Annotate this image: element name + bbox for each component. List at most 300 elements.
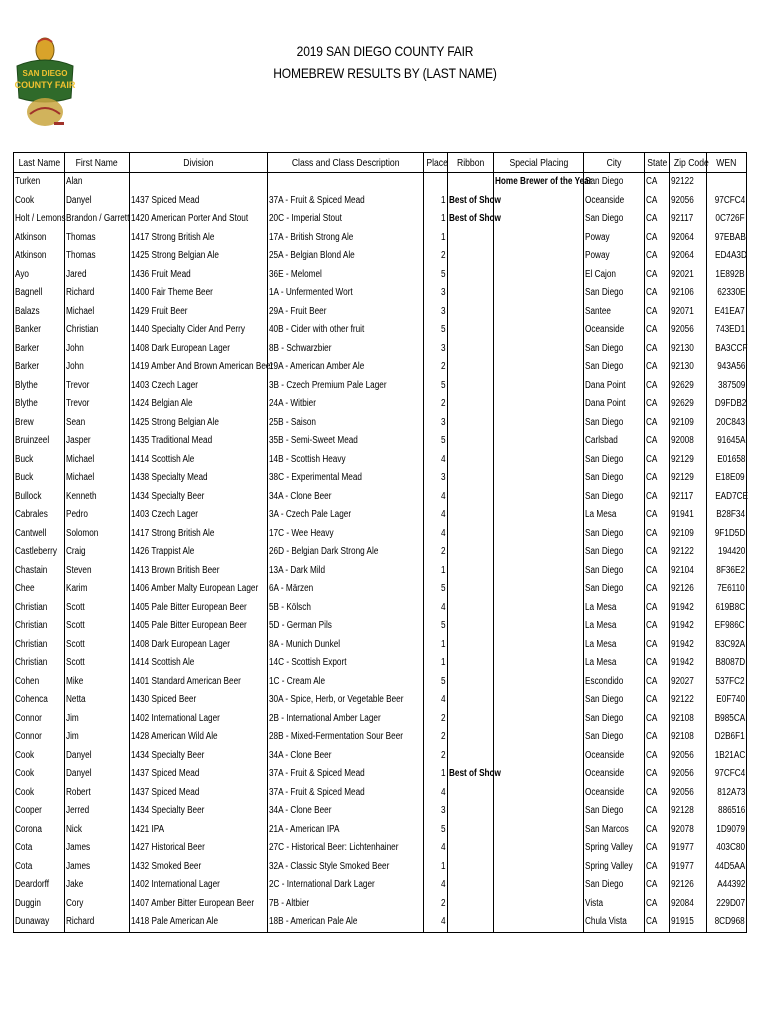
cell-wen: 44D5AA (707, 858, 747, 877)
table-row (14, 414, 747, 433)
cell-state: CA (645, 451, 670, 470)
cell-first-name: Thomas (65, 229, 130, 248)
cell-ribbon (448, 839, 494, 858)
cell-special-placing (494, 673, 584, 692)
cell-zip-code: 92056 (670, 747, 707, 766)
cell-wen: 1D9079 (707, 821, 747, 840)
cell-state: CA (645, 654, 670, 673)
table-row (14, 321, 747, 340)
cell-city: San Diego (584, 488, 645, 507)
table-row (14, 691, 747, 710)
cell-special-placing (494, 303, 584, 322)
cell-city: San Diego (584, 802, 645, 821)
table-row (14, 821, 747, 840)
cell-special-placing (494, 266, 584, 285)
cell-wen: 83C92A (707, 636, 747, 655)
cell-first-name: Netta (65, 691, 130, 710)
cell-city: Oceanside (584, 784, 645, 803)
cell-special-placing (494, 784, 584, 803)
table-row (14, 858, 747, 877)
cell-last-name: Holt / Lemons (14, 210, 65, 229)
cell-special-placing (494, 765, 584, 784)
cell-ribbon (448, 821, 494, 840)
cell-zip-code: 92129 (670, 451, 707, 470)
cell-wen: 403C80 (707, 839, 747, 858)
cell-class-description: 1C - Cream Ale (268, 673, 424, 692)
cell-place: 3 (424, 284, 448, 303)
cell-wen: 97CFC4 (707, 192, 747, 211)
cell-city: Escondido (584, 673, 645, 692)
table-row (14, 395, 747, 414)
cell-division: 1434 Specialty Beer (130, 747, 268, 766)
cell-division: 1405 Pale Bitter European Beer (130, 617, 268, 636)
cell-division: 1417 Strong British Ale (130, 525, 268, 544)
cell-city: Spring Valley (584, 858, 645, 877)
cell-class-description: 36E - Melomel (268, 266, 424, 285)
cell-state: CA (645, 895, 670, 914)
cell-place: 4 (424, 525, 448, 544)
cell-special-placing (494, 562, 584, 581)
cell-division: 1419 Amber And Brown American Beer (130, 358, 268, 377)
cell-division: 1401 Standard American Beer (130, 673, 268, 692)
cell-ribbon (448, 303, 494, 322)
cell-class-description: 20C - Imperial Stout (268, 210, 424, 229)
cell-class-description: 17C - Wee Heavy (268, 525, 424, 544)
cell-place: 4 (424, 451, 448, 470)
cell-zip-code: 92117 (670, 488, 707, 507)
cell-zip-code: 92130 (670, 358, 707, 377)
cell-state: CA (645, 710, 670, 729)
cell-first-name: James (65, 839, 130, 858)
cell-class-description: 32A - Classic Style Smoked Beer (268, 858, 424, 877)
cell-place: 1 (424, 229, 448, 248)
table-row (14, 469, 747, 488)
table-row (14, 636, 747, 655)
cell-class-description: 37A - Fruit & Spiced Mead (268, 784, 424, 803)
cell-state: CA (645, 543, 670, 562)
cell-city: Oceanside (584, 765, 645, 784)
cell-zip-code: 92126 (670, 580, 707, 599)
cell-wen (707, 173, 747, 192)
cell-division: 1426 Trappist Ale (130, 543, 268, 562)
cell-division: 1418 Pale American Ale (130, 913, 268, 932)
cell-class-description (268, 173, 424, 192)
cell-state: CA (645, 321, 670, 340)
cell-class-description: 27C - Historical Beer: Lichtenhainer (268, 839, 424, 858)
cell-last-name: Connor (14, 728, 65, 747)
cell-wen: B985CA (707, 710, 747, 729)
table-row (14, 895, 747, 914)
cell-first-name: Michael (65, 303, 130, 322)
cell-ribbon (448, 229, 494, 248)
cell-state: CA (645, 432, 670, 451)
cell-first-name: Jim (65, 710, 130, 729)
cell-ribbon (448, 673, 494, 692)
cell-wen: 943A56 (707, 358, 747, 377)
column-header: Place (424, 153, 448, 173)
cell-city: Dana Point (584, 395, 645, 414)
cell-last-name: Cooper (14, 802, 65, 821)
table-row (14, 562, 747, 581)
cell-last-name: Christian (14, 599, 65, 618)
cell-state: CA (645, 229, 670, 248)
cell-zip-code: 91942 (670, 654, 707, 673)
cell-wen: D2B6F1 (707, 728, 747, 747)
page-title: 2019 SAN DIEGO COUNTY FAIR (296, 43, 474, 59)
cell-last-name: Bullock (14, 488, 65, 507)
cell-place: 4 (424, 784, 448, 803)
table-header-row (14, 153, 747, 173)
cell-wen: 619B8C (707, 599, 747, 618)
cell-division: 1400 Fair Theme Beer (130, 284, 268, 303)
cell-class-description: 21A - American IPA (268, 821, 424, 840)
cell-city: San Diego (584, 358, 645, 377)
cell-division: 1425 Strong Belgian Ale (130, 247, 268, 266)
cell-zip-code: 91941 (670, 506, 707, 525)
cell-class-description: 13A - Dark Mild (268, 562, 424, 581)
cell-special-placing (494, 506, 584, 525)
cell-division (130, 173, 268, 192)
table-row (14, 229, 747, 248)
cell-last-name: Buck (14, 469, 65, 488)
cell-zip-code: 91915 (670, 913, 707, 932)
cell-zip-code: 92108 (670, 710, 707, 729)
cell-division: 1402 International Lager (130, 876, 268, 895)
cell-division: 1402 International Lager (130, 710, 268, 729)
cell-place: 2 (424, 247, 448, 266)
cell-zip-code: 92117 (670, 210, 707, 229)
column-header: First Name (65, 153, 130, 173)
cell-special-placing (494, 247, 584, 266)
cell-city: Oceanside (584, 321, 645, 340)
cell-last-name: Duggin (14, 895, 65, 914)
cell-wen: 1E892B (707, 266, 747, 285)
cell-place: 1 (424, 765, 448, 784)
cell-ribbon (448, 580, 494, 599)
cell-last-name: Christian (14, 636, 65, 655)
cell-class-description: 2C - International Dark Lager (268, 876, 424, 895)
cell-class-description: 40B - Cider with other fruit (268, 321, 424, 340)
table-row (14, 617, 747, 636)
cell-city: San Marcos (584, 821, 645, 840)
cell-ribbon (448, 469, 494, 488)
cell-city: San Diego (584, 284, 645, 303)
table-row (14, 710, 747, 729)
column-header: Division (130, 153, 268, 173)
cell-last-name: Cook (14, 765, 65, 784)
cell-city: San Diego (584, 173, 645, 192)
cell-last-name: Banker (14, 321, 65, 340)
cell-state: CA (645, 414, 670, 433)
cell-last-name: Buck (14, 451, 65, 470)
cell-state: CA (645, 562, 670, 581)
cell-division: 1434 Specialty Beer (130, 488, 268, 507)
cell-city: San Diego (584, 340, 645, 359)
table-row (14, 451, 747, 470)
cell-zip-code: 92056 (670, 192, 707, 211)
cell-place: 2 (424, 358, 448, 377)
cell-class-description: 24A - Witbier (268, 395, 424, 414)
cell-first-name: John (65, 358, 130, 377)
cell-division: 1413 Brown British Beer (130, 562, 268, 581)
cell-special-placing (494, 229, 584, 248)
cell-zip-code: 92130 (670, 340, 707, 359)
cell-special-placing (494, 728, 584, 747)
cell-place: 2 (424, 895, 448, 914)
cell-first-name: Pedro (65, 506, 130, 525)
cell-special-placing (494, 691, 584, 710)
cell-ribbon (448, 562, 494, 581)
cell-first-name: Danyel (65, 765, 130, 784)
cell-last-name: Cohenca (14, 691, 65, 710)
cell-special-placing (494, 525, 584, 544)
cell-last-name: Cook (14, 192, 65, 211)
cell-zip-code: 92064 (670, 247, 707, 266)
table-row (14, 266, 747, 285)
cell-special-placing (494, 580, 584, 599)
column-header: Last Name (14, 153, 65, 173)
cell-class-description: 35B - Semi-Sweet Mead (268, 432, 424, 451)
cell-special-placing (494, 321, 584, 340)
cell-division: 1437 Spiced Mead (130, 192, 268, 211)
cell-city: Dana Point (584, 377, 645, 396)
cell-city: La Mesa (584, 617, 645, 636)
cell-city: Poway (584, 247, 645, 266)
cell-last-name: Cabrales (14, 506, 65, 525)
cell-place: 1 (424, 636, 448, 655)
cell-place: 2 (424, 747, 448, 766)
cell-wen: 387509 (707, 377, 747, 396)
table-row (14, 765, 747, 784)
cell-ribbon (448, 395, 494, 414)
cell-first-name: Christian (65, 321, 130, 340)
cell-wen: E41EA7 (707, 303, 747, 322)
cell-first-name: Danyel (65, 747, 130, 766)
cell-last-name: Balazs (14, 303, 65, 322)
cell-state: CA (645, 691, 670, 710)
cell-zip-code: 91942 (670, 599, 707, 618)
cell-class-description: 19A - American Amber Ale (268, 358, 424, 377)
cell-ribbon (448, 173, 494, 192)
cell-city: San Diego (584, 710, 645, 729)
cell-class-description: 38C - Experimental Mead (268, 469, 424, 488)
cell-place: 4 (424, 876, 448, 895)
cell-class-description: 5D - German Pils (268, 617, 424, 636)
cell-first-name: Craig (65, 543, 130, 562)
cell-state: CA (645, 173, 670, 192)
cell-city: San Diego (584, 728, 645, 747)
cell-ribbon (448, 895, 494, 914)
table-row (14, 802, 747, 821)
cell-ribbon (448, 247, 494, 266)
cell-city: San Diego (584, 525, 645, 544)
cell-place: 3 (424, 469, 448, 488)
cell-division: 1414 Scottish Ale (130, 654, 268, 673)
cell-state: CA (645, 192, 670, 211)
cell-class-description: 1A - Unfermented Wort (268, 284, 424, 303)
cell-wen: 8CD968 (707, 913, 747, 932)
cell-last-name: Corona (14, 821, 65, 840)
cell-place: 1 (424, 562, 448, 581)
table-row (14, 747, 747, 766)
cell-first-name: Cory (65, 895, 130, 914)
cell-place: 5 (424, 432, 448, 451)
cell-first-name: Richard (65, 913, 130, 932)
cell-wen: 537FC2 (707, 673, 747, 692)
cell-division: 1421 IPA (130, 821, 268, 840)
cell-wen: B8087D (707, 654, 747, 673)
cell-ribbon (448, 802, 494, 821)
cell-zip-code: 92108 (670, 728, 707, 747)
cell-class-description: 14C - Scottish Export (268, 654, 424, 673)
cell-place: 4 (424, 839, 448, 858)
cell-state: CA (645, 858, 670, 877)
cell-state: CA (645, 266, 670, 285)
cell-special-placing (494, 377, 584, 396)
cell-last-name: Cota (14, 858, 65, 877)
cell-ribbon (448, 710, 494, 729)
column-header: WEN (707, 153, 747, 173)
column-header: Zip Code (670, 153, 707, 173)
cell-wen: 7E6110 (707, 580, 747, 599)
cell-state: CA (645, 765, 670, 784)
cell-ribbon (448, 599, 494, 618)
cell-zip-code: 92021 (670, 266, 707, 285)
cell-city: La Mesa (584, 506, 645, 525)
cell-zip-code: 92129 (670, 469, 707, 488)
cell-class-description: 2B - International Amber Lager (268, 710, 424, 729)
cell-class-description: 26D - Belgian Dark Strong Ale (268, 543, 424, 562)
cell-place: 1 (424, 210, 448, 229)
cell-special-placing (494, 469, 584, 488)
table-row (14, 358, 747, 377)
cell-division: 1437 Spiced Mead (130, 765, 268, 784)
cell-special-placing (494, 636, 584, 655)
table-row (14, 488, 747, 507)
cell-ribbon (448, 876, 494, 895)
cell-special-placing (494, 340, 584, 359)
cell-ribbon (448, 414, 494, 433)
cell-special-placing (494, 192, 584, 211)
cell-last-name: Bruinzeel (14, 432, 65, 451)
table-row (14, 580, 747, 599)
cell-place: 3 (424, 802, 448, 821)
cell-wen: 8F36E2 (707, 562, 747, 581)
cell-state: CA (645, 821, 670, 840)
cell-place: 2 (424, 395, 448, 414)
table-row (14, 173, 747, 192)
cell-class-description: 28B - Mixed-Fermentation Sour Beer (268, 728, 424, 747)
cell-special-placing (494, 839, 584, 858)
cell-special-placing (494, 654, 584, 673)
cell-special-placing (494, 913, 584, 932)
cell-city: San Diego (584, 580, 645, 599)
cell-city: Chula Vista (584, 913, 645, 932)
column-header: Special Placing (494, 153, 584, 173)
cell-last-name: Christian (14, 617, 65, 636)
cell-wen: 743ED1 (707, 321, 747, 340)
cell-place: 5 (424, 821, 448, 840)
cell-city: Spring Valley (584, 839, 645, 858)
table-row (14, 839, 747, 858)
cell-place: 4 (424, 691, 448, 710)
cell-class-description: 6A - Märzen (268, 580, 424, 599)
cell-city: San Diego (584, 691, 645, 710)
cell-class-description: 14B - Scottish Heavy (268, 451, 424, 470)
cell-place: 2 (424, 543, 448, 562)
cell-wen: 194420 (707, 543, 747, 562)
cell-special-placing (494, 358, 584, 377)
cell-special-placing (494, 802, 584, 821)
cell-division: 1408 Dark European Lager (130, 340, 268, 359)
cell-zip-code: 91942 (670, 636, 707, 655)
cell-wen: 1B21AC (707, 747, 747, 766)
cell-zip-code: 92056 (670, 765, 707, 784)
cell-wen: BA3CCF (707, 340, 747, 359)
cell-zip-code: 92109 (670, 414, 707, 433)
cell-first-name: Jasper (65, 432, 130, 451)
cell-last-name: Cook (14, 747, 65, 766)
cell-last-name: Castleberry (14, 543, 65, 562)
cell-first-name: Scott (65, 654, 130, 673)
cell-place (424, 173, 448, 192)
cell-division: 1438 Specialty Mead (130, 469, 268, 488)
cell-state: CA (645, 210, 670, 229)
table-row (14, 728, 747, 747)
cell-wen: 97EBAB (707, 229, 747, 248)
cell-place: 5 (424, 321, 448, 340)
cell-division: 1436 Fruit Mead (130, 266, 268, 285)
cell-place: 2 (424, 710, 448, 729)
cell-first-name: Michael (65, 451, 130, 470)
cell-first-name: Sean (65, 414, 130, 433)
cell-last-name: Cook (14, 784, 65, 803)
table-row (14, 506, 747, 525)
cell-state: CA (645, 728, 670, 747)
cell-ribbon (448, 488, 494, 507)
cell-state: CA (645, 395, 670, 414)
cell-place: 4 (424, 913, 448, 932)
column-header: City (584, 153, 645, 173)
cell-ribbon (448, 784, 494, 803)
cell-first-name: Jim (65, 728, 130, 747)
cell-first-name: Richard (65, 284, 130, 303)
cell-zip-code: 92104 (670, 562, 707, 581)
cell-class-description: 30A - Spice, Herb, or Vegetable Beer (268, 691, 424, 710)
cell-city: San Diego (584, 543, 645, 562)
cell-state: CA (645, 506, 670, 525)
cell-zip-code: 91942 (670, 617, 707, 636)
cell-ribbon (448, 266, 494, 285)
cell-city: Santee (584, 303, 645, 322)
cell-ribbon (448, 728, 494, 747)
cell-special-placing (494, 414, 584, 433)
cell-special-placing (494, 284, 584, 303)
cell-special-placing (494, 395, 584, 414)
cell-ribbon (448, 747, 494, 766)
cell-division: 1428 American Wild Ale (130, 728, 268, 747)
cell-state: CA (645, 377, 670, 396)
cell-first-name: Karim (65, 580, 130, 599)
cell-class-description: 37A - Fruit & Spiced Mead (268, 765, 424, 784)
column-header: State (645, 153, 670, 173)
logo-text-line-2: COUNTY FAIR (14, 80, 76, 90)
cell-first-name: Thomas (65, 247, 130, 266)
cell-city: Carlsbad (584, 432, 645, 451)
cell-state: CA (645, 303, 670, 322)
cell-last-name: Bagnell (14, 284, 65, 303)
cell-first-name: Jerred (65, 802, 130, 821)
